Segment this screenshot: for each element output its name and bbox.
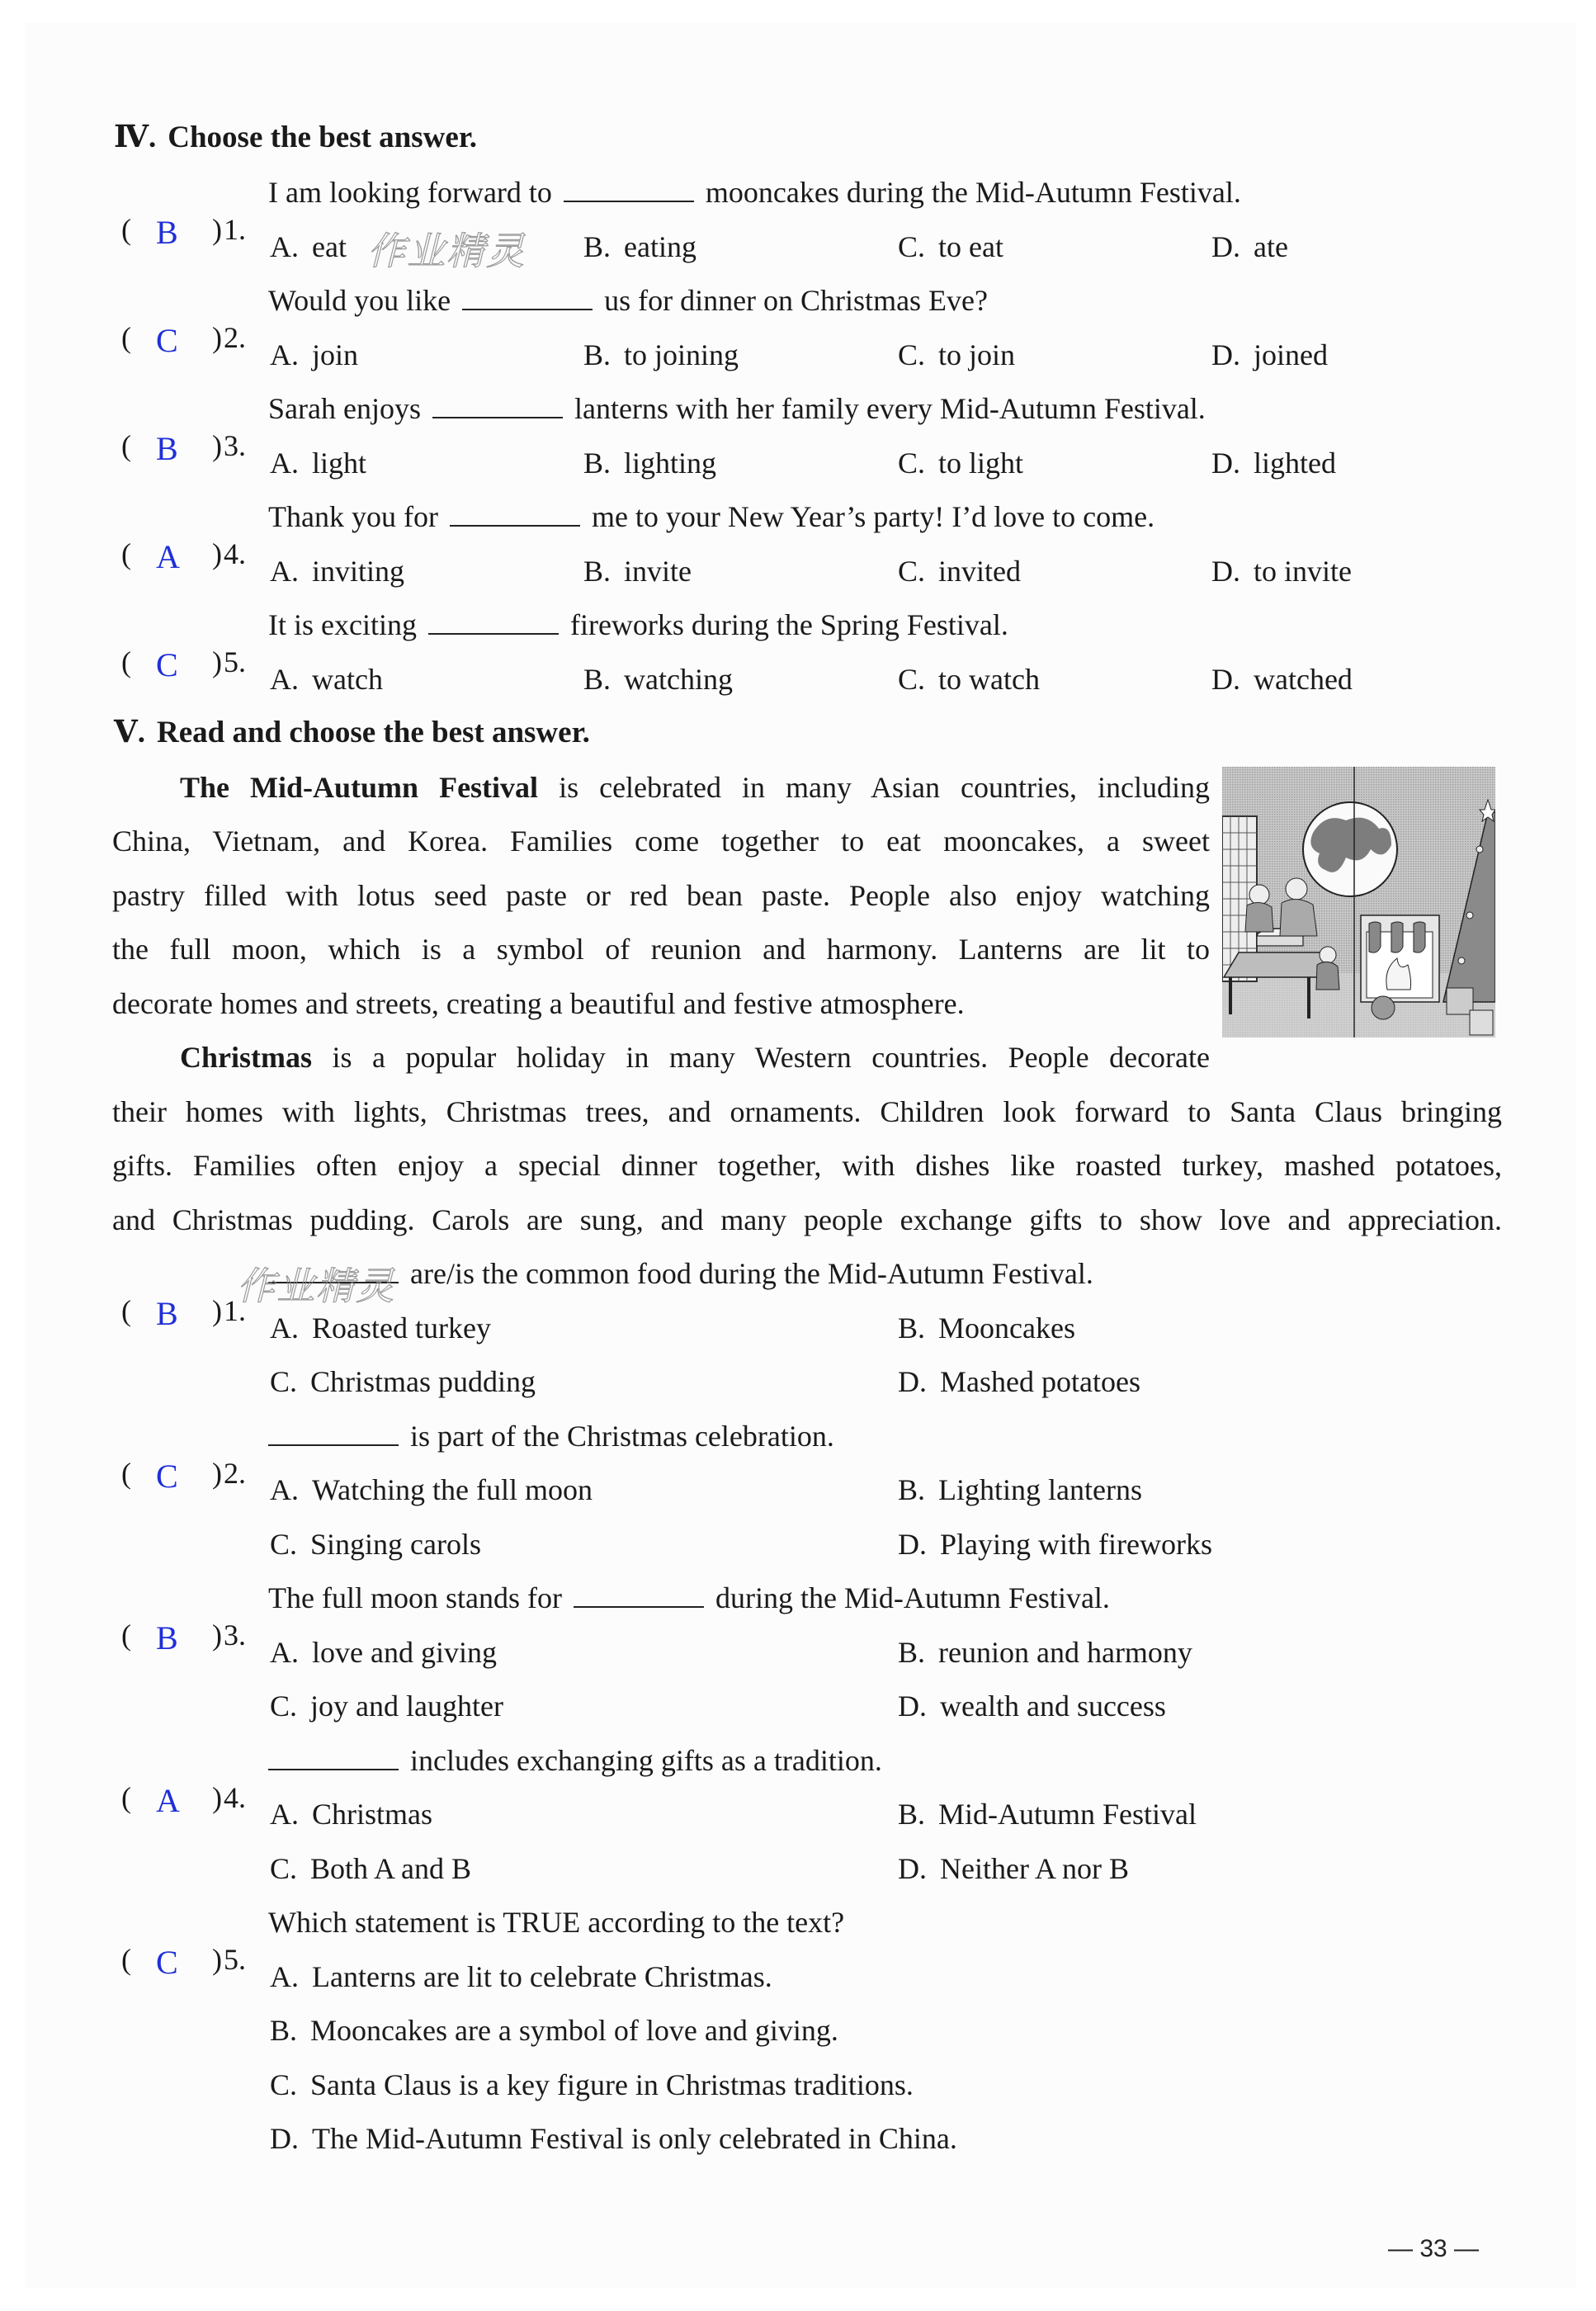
section-5-heading: [114, 706, 590, 760]
option-a[interactable]: A. watch: [270, 663, 383, 696]
option-b[interactable]: B. invite: [583, 555, 692, 588]
answer-letter: B: [156, 214, 178, 251]
option-a[interactable]: A. eat: [270, 230, 347, 263]
option-c[interactable]: C. to eat: [898, 230, 1003, 263]
s5-question-3: ( B ) 3. The full moon stands for during the Mid-Autumn Festival.: [121, 1571, 1110, 1625]
option-d[interactable]: D. Mashed potatoes: [898, 1365, 1140, 1398]
question-stem: Thank you for: [268, 500, 438, 533]
option-d[interactable]: D. watched: [1211, 663, 1353, 696]
section-4-title: Choose the best answer.: [168, 121, 478, 154]
option-c[interactable]: C. to light: [898, 447, 1024, 480]
passage-line: the full moon, which is a symbol of reunion and harmony. Lanterns are lit to: [112, 933, 1210, 966]
passage-line: decorate homes and streets, creating a beautiful and festive atmosphere.: [112, 987, 965, 1020]
section-4-numeral: Ⅳ.: [114, 121, 157, 154]
answer-letter: A: [156, 1782, 180, 1819]
passage-line: The Mid-Autumn Festival is celebrated in many Asian countries, including: [180, 771, 1210, 804]
s4-question-2: ( C ) 2. Would you like us for dinner on Christmas Eve?: [121, 273, 988, 328]
passage-line: China, Vietnam, and Korea. Families come together to eat mooncakes, a sweet: [112, 825, 1210, 858]
question-stem: Which statement is TRUE according to the text?: [268, 1906, 845, 1939]
blank: [564, 176, 694, 202]
option-c[interactable]: C. to watch: [898, 663, 1040, 696]
section-5-title: Read and choose the best answer.: [156, 716, 590, 749]
s5-question-4: ( A ) 4. includes exchanging gifts as a tradition.: [121, 1733, 882, 1788]
question-stem: Sarah enjoys: [268, 392, 421, 425]
s4-question-4: ( A ) 4. Thank you for me to your New Year’s party! I’d love to come.: [121, 489, 1155, 544]
section-5-numeral: Ⅴ.: [114, 716, 145, 749]
option-b[interactable]: B. watching: [583, 663, 733, 696]
passage-bold-term: The Mid-Autumn Festival: [180, 771, 539, 804]
question-stem-end: are/is the common food during the Mid-Autumn Festival.: [410, 1257, 1093, 1290]
option-b[interactable]: B. Mooncakes are a symbol of love and giving.: [270, 2014, 838, 2047]
option-c[interactable]: C. Singing carols: [270, 1528, 481, 1561]
option-a[interactable]: A. Lanterns are lit to celebrate Christmas.: [270, 1960, 772, 1993]
option-b[interactable]: B. eating: [583, 230, 696, 263]
passage-line: Christmas is a popular holiday in many Western countries. People decorate: [180, 1041, 1210, 1074]
question-stem-end: includes exchanging gifts as a tradition.: [410, 1744, 882, 1777]
option-c[interactable]: C. Christmas pudding: [270, 1365, 536, 1398]
question-stem-end: mooncakes during the Mid-Autumn Festival.: [705, 176, 1241, 209]
s5-question-2: ( C ) 2. is part of the Christmas celebration.: [121, 1409, 834, 1463]
section-4-heading: [114, 111, 477, 165]
s5-q4-options-row-1: [0, 1787, 1596, 1841]
answer-letter: C: [156, 1458, 178, 1495]
s5-q3-options-row-2: [0, 1679, 1596, 1733]
s4-q5-options: [0, 652, 1596, 707]
s4-q4-options: [0, 544, 1596, 598]
option-a[interactable]: A. light: [270, 447, 367, 480]
question-stem-end: fireworks during the Spring Festival.: [569, 608, 1008, 641]
option-a[interactable]: A. Roasted turkey: [270, 1311, 491, 1345]
s5-question-1: ( B ) 1. are/is the common food during the Mid-Autumn Festival.: [121, 1246, 1093, 1301]
passage-bold-term: Christmas: [180, 1041, 312, 1074]
answer-letter: B: [156, 430, 178, 467]
blank: [462, 284, 593, 310]
option-d[interactable]: D. The Mid-Autumn Festival is only celebrated in China.: [270, 2122, 957, 2155]
question-stem-end: me to your New Year’s party! I’d love to come.: [591, 500, 1155, 533]
passage-line: their homes with lights, Christmas trees, and ornaments. Children look forward to Santa Claus bringing: [112, 1095, 1502, 1128]
s5-q1-options-row-2: [0, 1354, 1596, 1409]
question-stem: The full moon stands for: [268, 1581, 562, 1614]
blank: [574, 1581, 704, 1608]
festival-illustration: [1222, 767, 1495, 1037]
passage-line: pastry filled with lotus seed paste or red bean paste. People also enjoy watching: [112, 879, 1210, 912]
option-b[interactable]: B. to joining: [583, 338, 739, 371]
option-b[interactable]: B. lighting: [583, 447, 717, 480]
blank: [428, 608, 559, 635]
s4-q3-options: [0, 436, 1596, 490]
option-c[interactable]: C. invited: [898, 555, 1021, 588]
option-a[interactable]: A. join: [270, 338, 359, 371]
s4-q1-options: [0, 220, 1596, 274]
option-c[interactable]: C. joy and laughter: [270, 1690, 503, 1723]
question-stem-end: is part of the Christmas celebration.: [410, 1420, 834, 1453]
page-number: — 33 —: [1388, 2235, 1480, 2262]
option-d[interactable]: D. lighted: [1211, 447, 1336, 480]
option-b[interactable]: B. Mid-Autumn Festival: [898, 1798, 1197, 1831]
answer-letter: B: [156, 1295, 178, 1332]
s5-question-5: ( C ) 5. Which statement is TRUE according to the text?: [121, 1895, 844, 1949]
question-stem: It is exciting: [268, 608, 417, 641]
question-stem: Would you like: [268, 284, 451, 317]
option-a[interactable]: A. Watching the full moon: [270, 1473, 593, 1506]
option-c[interactable]: C. Santa Claus is a key figure in Christmas traditions.: [270, 2068, 914, 2101]
answer-letter: A: [156, 538, 180, 575]
option-d[interactable]: D. ate: [1211, 230, 1288, 263]
question-stem-end: lanterns with her family every Mid-Autumn Festival.: [574, 392, 1206, 425]
question-stem-end: during the Mid-Autumn Festival.: [715, 1581, 1110, 1614]
s5-q3-options-row-1: [0, 1625, 1596, 1680]
option-b[interactable]: B. Lighting lanterns: [898, 1473, 1142, 1506]
question-stem-end: us for dinner on Christmas Eve?: [604, 284, 988, 317]
s5-q1-options-row-1: [0, 1301, 1596, 1355]
passage-line: gifts. Families often enjoy a special dinner together, with dishes like roasted turkey, mashed potatoes,: [112, 1149, 1502, 1182]
option-d[interactable]: D. Playing with fireworks: [898, 1528, 1212, 1561]
question-stem: I am looking forward to: [268, 176, 552, 209]
blank: [432, 392, 563, 418]
option-d[interactable]: D. wealth and success: [898, 1690, 1166, 1723]
answer-letter: C: [156, 322, 178, 359]
moon-icon: [1303, 802, 1397, 896]
option-a[interactable]: A. Christmas: [270, 1798, 433, 1831]
option-a[interactable]: A. inviting: [270, 555, 405, 588]
s5-q2-options-row-2: [0, 1517, 1596, 1571]
s5-q4-options-row-2: [0, 1841, 1596, 1896]
s4-question-5: ( C ) 5. It is exciting fireworks during the Spring Festival.: [121, 598, 1008, 652]
blank: [268, 1744, 399, 1770]
blank: [450, 500, 580, 527]
option-d[interactable]: D. Neither A nor B: [898, 1852, 1129, 1885]
passage-line: and Christmas pudding. Carols are sung, and many people exchange gifts to show love and appreciation.: [112, 1203, 1502, 1236]
option-b[interactable]: B. reunion and harmony: [898, 1636, 1192, 1669]
s5-q2-options-row-1: [0, 1463, 1596, 1517]
option-c[interactable]: C. Both A and B: [270, 1852, 472, 1885]
option-b[interactable]: B. Mooncakes: [898, 1311, 1075, 1345]
option-c[interactable]: C. to join: [898, 338, 1016, 371]
blank: [268, 1257, 399, 1283]
s4-question-3: ( B ) 3. Sarah enjoys lanterns with her family every Mid-Autumn Festival.: [121, 381, 1206, 436]
s4-question-1: ( B ) 1. I am looking forward to mooncakes during the Mid-Autumn Festival.: [121, 165, 1241, 220]
option-d[interactable]: D. joined: [1211, 338, 1328, 371]
option-d[interactable]: D. to invite: [1211, 555, 1352, 588]
answer-letter: C: [156, 646, 178, 683]
option-a[interactable]: A. love and giving: [270, 1636, 497, 1669]
s4-q2-options: [0, 328, 1596, 382]
answer-letter: B: [156, 1619, 178, 1656]
blank: [268, 1420, 399, 1446]
answer-letter: C: [156, 1944, 178, 1981]
